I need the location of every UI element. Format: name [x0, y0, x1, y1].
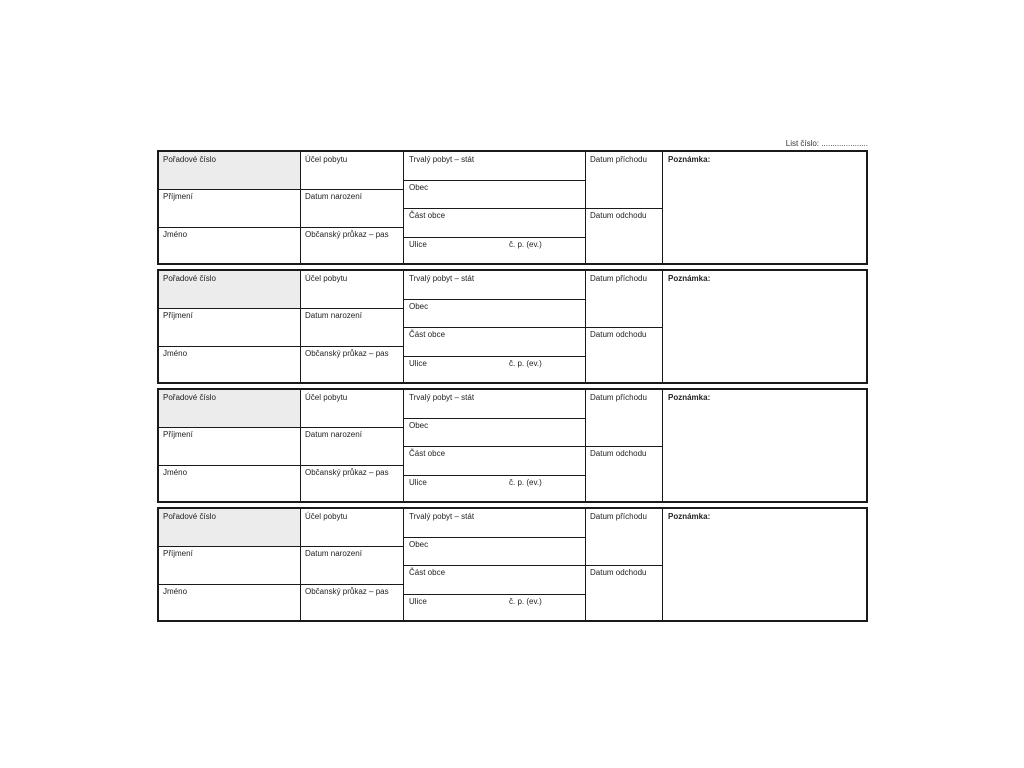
- municipality-field-label: Obec: [409, 183, 429, 192]
- municipality-field[interactable]: [405, 180, 586, 208]
- row-divider: [404, 299, 586, 300]
- id-card-field[interactable]: [301, 346, 403, 384]
- row-divider: [159, 465, 300, 466]
- birth-date-field-label: Datum narození: [305, 192, 362, 201]
- permanent-residence-field[interactable]: [405, 152, 586, 180]
- id-card-field-label: Občanský průkaz – pas: [305, 349, 389, 358]
- birth-date-field[interactable]: [301, 546, 403, 584]
- street-field-label: Ulice: [409, 478, 427, 487]
- row-divider: [586, 327, 663, 328]
- serial-number-field[interactable]: [159, 271, 300, 308]
- column-divider: [300, 509, 301, 620]
- house-number-label: č. p. (ev.): [509, 597, 542, 606]
- row-divider: [301, 189, 403, 190]
- departure-date-field[interactable]: [586, 327, 662, 384]
- row-divider: [586, 565, 663, 566]
- row-divider: [404, 418, 586, 419]
- serial-number-field[interactable]: [159, 509, 300, 546]
- first-name-field-label: Jméno: [163, 349, 188, 358]
- house-number-label: č. p. (ev.): [509, 240, 542, 249]
- row-divider: [404, 537, 586, 538]
- row-divider: [586, 208, 663, 209]
- serial-number-field-label: Pořadové číslo: [163, 393, 216, 402]
- row-divider: [301, 427, 403, 428]
- stay-purpose-field[interactable]: [301, 271, 403, 308]
- house-number-label: č. p. (ev.): [509, 478, 542, 487]
- departure-date-field[interactable]: [586, 446, 662, 503]
- surname-field-label: Příjmení: [163, 311, 193, 320]
- row-divider: [404, 327, 586, 328]
- permanent-residence-field[interactable]: [405, 390, 586, 418]
- arrival-date-field-label: Datum příchodu: [590, 274, 647, 283]
- row-divider: [404, 208, 586, 209]
- first-name-field-label: Jméno: [163, 230, 188, 239]
- arrival-date-field[interactable]: [586, 271, 662, 327]
- row-divider: [159, 427, 300, 428]
- stay-purpose-field-label: Účel pobytu: [305, 512, 348, 521]
- departure-date-field[interactable]: [586, 208, 662, 265]
- row-divider: [301, 308, 403, 309]
- first-name-field[interactable]: [159, 346, 300, 384]
- column-divider: [300, 271, 301, 382]
- permanent-residence-field[interactable]: [405, 509, 586, 537]
- birth-date-field[interactable]: [301, 189, 403, 227]
- departure-date-field-label: Datum odchodu: [590, 568, 647, 577]
- municipality-field[interactable]: [405, 537, 586, 565]
- municipality-part-field[interactable]: [405, 208, 586, 237]
- serial-number-field-label: Pořadové číslo: [163, 274, 216, 283]
- column-divider: [300, 152, 301, 263]
- arrival-date-field[interactable]: [586, 152, 662, 208]
- birth-date-field-label: Datum narození: [305, 430, 362, 439]
- municipality-part-field-label: Část obce: [409, 449, 446, 458]
- surname-field[interactable]: [159, 427, 300, 465]
- surname-field-label: Příjmení: [163, 549, 193, 558]
- municipality-field-label: Obec: [409, 540, 429, 549]
- row-divider: [159, 584, 300, 585]
- municipality-part-field[interactable]: [405, 565, 586, 594]
- municipality-field[interactable]: [405, 299, 586, 327]
- arrival-date-field[interactable]: [586, 390, 662, 446]
- serial-number-field-label: Pořadové číslo: [163, 155, 216, 164]
- row-divider: [159, 227, 300, 228]
- row-divider: [159, 308, 300, 309]
- arrival-date-field-label: Datum příchodu: [590, 512, 647, 521]
- first-name-field[interactable]: [159, 227, 300, 265]
- id-card-field-label: Občanský průkaz – pas: [305, 230, 389, 239]
- sheet-number-label: List číslo: .....................: [785, 139, 868, 148]
- row-divider: [404, 594, 586, 595]
- permanent-residence-field-label: Trvalý pobyt – stát: [409, 274, 475, 283]
- permanent-residence-field-label: Trvalý pobyt – stát: [409, 393, 475, 402]
- municipality-field[interactable]: [405, 418, 586, 446]
- row-divider: [404, 180, 586, 181]
- street-field[interactable]: [405, 237, 586, 265]
- stay-purpose-field[interactable]: [301, 390, 403, 427]
- note-field[interactable]: [664, 390, 866, 503]
- row-divider: [301, 227, 403, 228]
- municipality-field-label: Obec: [409, 302, 429, 311]
- record-block: [157, 507, 868, 622]
- street-field-label: Ulice: [409, 359, 427, 368]
- row-divider: [159, 346, 300, 347]
- note-field[interactable]: [664, 509, 866, 622]
- surname-field[interactable]: [159, 546, 300, 584]
- street-field-label: Ulice: [409, 597, 427, 606]
- stay-purpose-field-label: Účel pobytu: [305, 393, 348, 402]
- surname-field[interactable]: [159, 308, 300, 346]
- row-divider: [301, 584, 403, 585]
- municipality-field-label: Obec: [409, 421, 429, 430]
- row-divider: [404, 475, 586, 476]
- column-divider: [300, 390, 301, 501]
- surname-field-label: Příjmení: [163, 430, 193, 439]
- first-name-field-label: Jméno: [163, 468, 188, 477]
- serial-number-field-label: Pořadové číslo: [163, 512, 216, 521]
- record-block: [157, 150, 868, 265]
- row-divider: [159, 546, 300, 547]
- municipality-part-field[interactable]: [405, 327, 586, 356]
- house-number-label: č. p. (ev.): [509, 359, 542, 368]
- arrival-date-field-label: Datum příchodu: [590, 155, 647, 164]
- street-field[interactable]: [405, 356, 586, 384]
- municipality-part-field-label: Část obce: [409, 568, 446, 577]
- row-divider: [301, 346, 403, 347]
- first-name-field-label: Jméno: [163, 587, 188, 596]
- permanent-residence-field-label: Trvalý pobyt – stát: [409, 155, 475, 164]
- arrival-date-field-label: Datum příchodu: [590, 393, 647, 402]
- departure-date-field-label: Datum odchodu: [590, 449, 647, 458]
- serial-number-field[interactable]: [159, 152, 300, 189]
- row-divider: [301, 465, 403, 466]
- id-card-field[interactable]: [301, 584, 403, 622]
- municipality-part-field[interactable]: [405, 446, 586, 475]
- departure-date-field[interactable]: [586, 565, 662, 622]
- first-name-field[interactable]: [159, 584, 300, 622]
- stay-purpose-field[interactable]: [301, 152, 403, 189]
- note-field[interactable]: [664, 271, 866, 384]
- row-divider: [404, 356, 586, 357]
- note-field-label: Poznámka:: [668, 155, 711, 164]
- id-card-field[interactable]: [301, 227, 403, 265]
- stay-purpose-field[interactable]: [301, 509, 403, 546]
- street-field[interactable]: [405, 475, 586, 503]
- surname-field[interactable]: [159, 189, 300, 227]
- birth-date-field[interactable]: [301, 427, 403, 465]
- street-field-label: Ulice: [409, 240, 427, 249]
- serial-number-field[interactable]: [159, 390, 300, 427]
- row-divider: [404, 565, 586, 566]
- note-field[interactable]: [664, 152, 866, 265]
- departure-date-field-label: Datum odchodu: [590, 330, 647, 339]
- surname-field-label: Příjmení: [163, 192, 193, 201]
- note-field-label: Poznámka:: [668, 274, 711, 283]
- note-field-label: Poznámka:: [668, 512, 711, 521]
- stay-purpose-field-label: Účel pobytu: [305, 274, 348, 283]
- birth-date-field-label: Datum narození: [305, 549, 362, 558]
- row-divider: [159, 189, 300, 190]
- row-divider: [301, 546, 403, 547]
- arrival-date-field[interactable]: [586, 509, 662, 565]
- record-block: [157, 388, 868, 503]
- first-name-field[interactable]: [159, 465, 300, 503]
- record-block: [157, 269, 868, 384]
- birth-date-field-label: Datum narození: [305, 311, 362, 320]
- permanent-residence-field-label: Trvalý pobyt – stát: [409, 512, 475, 521]
- stay-purpose-field-label: Účel pobytu: [305, 155, 348, 164]
- municipality-part-field-label: Část obce: [409, 211, 446, 220]
- row-divider: [404, 237, 586, 238]
- street-field[interactable]: [405, 594, 586, 622]
- id-card-field[interactable]: [301, 465, 403, 503]
- row-divider: [404, 446, 586, 447]
- municipality-part-field-label: Část obce: [409, 330, 446, 339]
- id-card-field-label: Občanský průkaz – pas: [305, 587, 389, 596]
- id-card-field-label: Občanský průkaz – pas: [305, 468, 389, 477]
- note-field-label: Poznámka:: [668, 393, 711, 402]
- birth-date-field[interactable]: [301, 308, 403, 346]
- permanent-residence-field[interactable]: [405, 271, 586, 299]
- row-divider: [586, 446, 663, 447]
- departure-date-field-label: Datum odchodu: [590, 211, 647, 220]
